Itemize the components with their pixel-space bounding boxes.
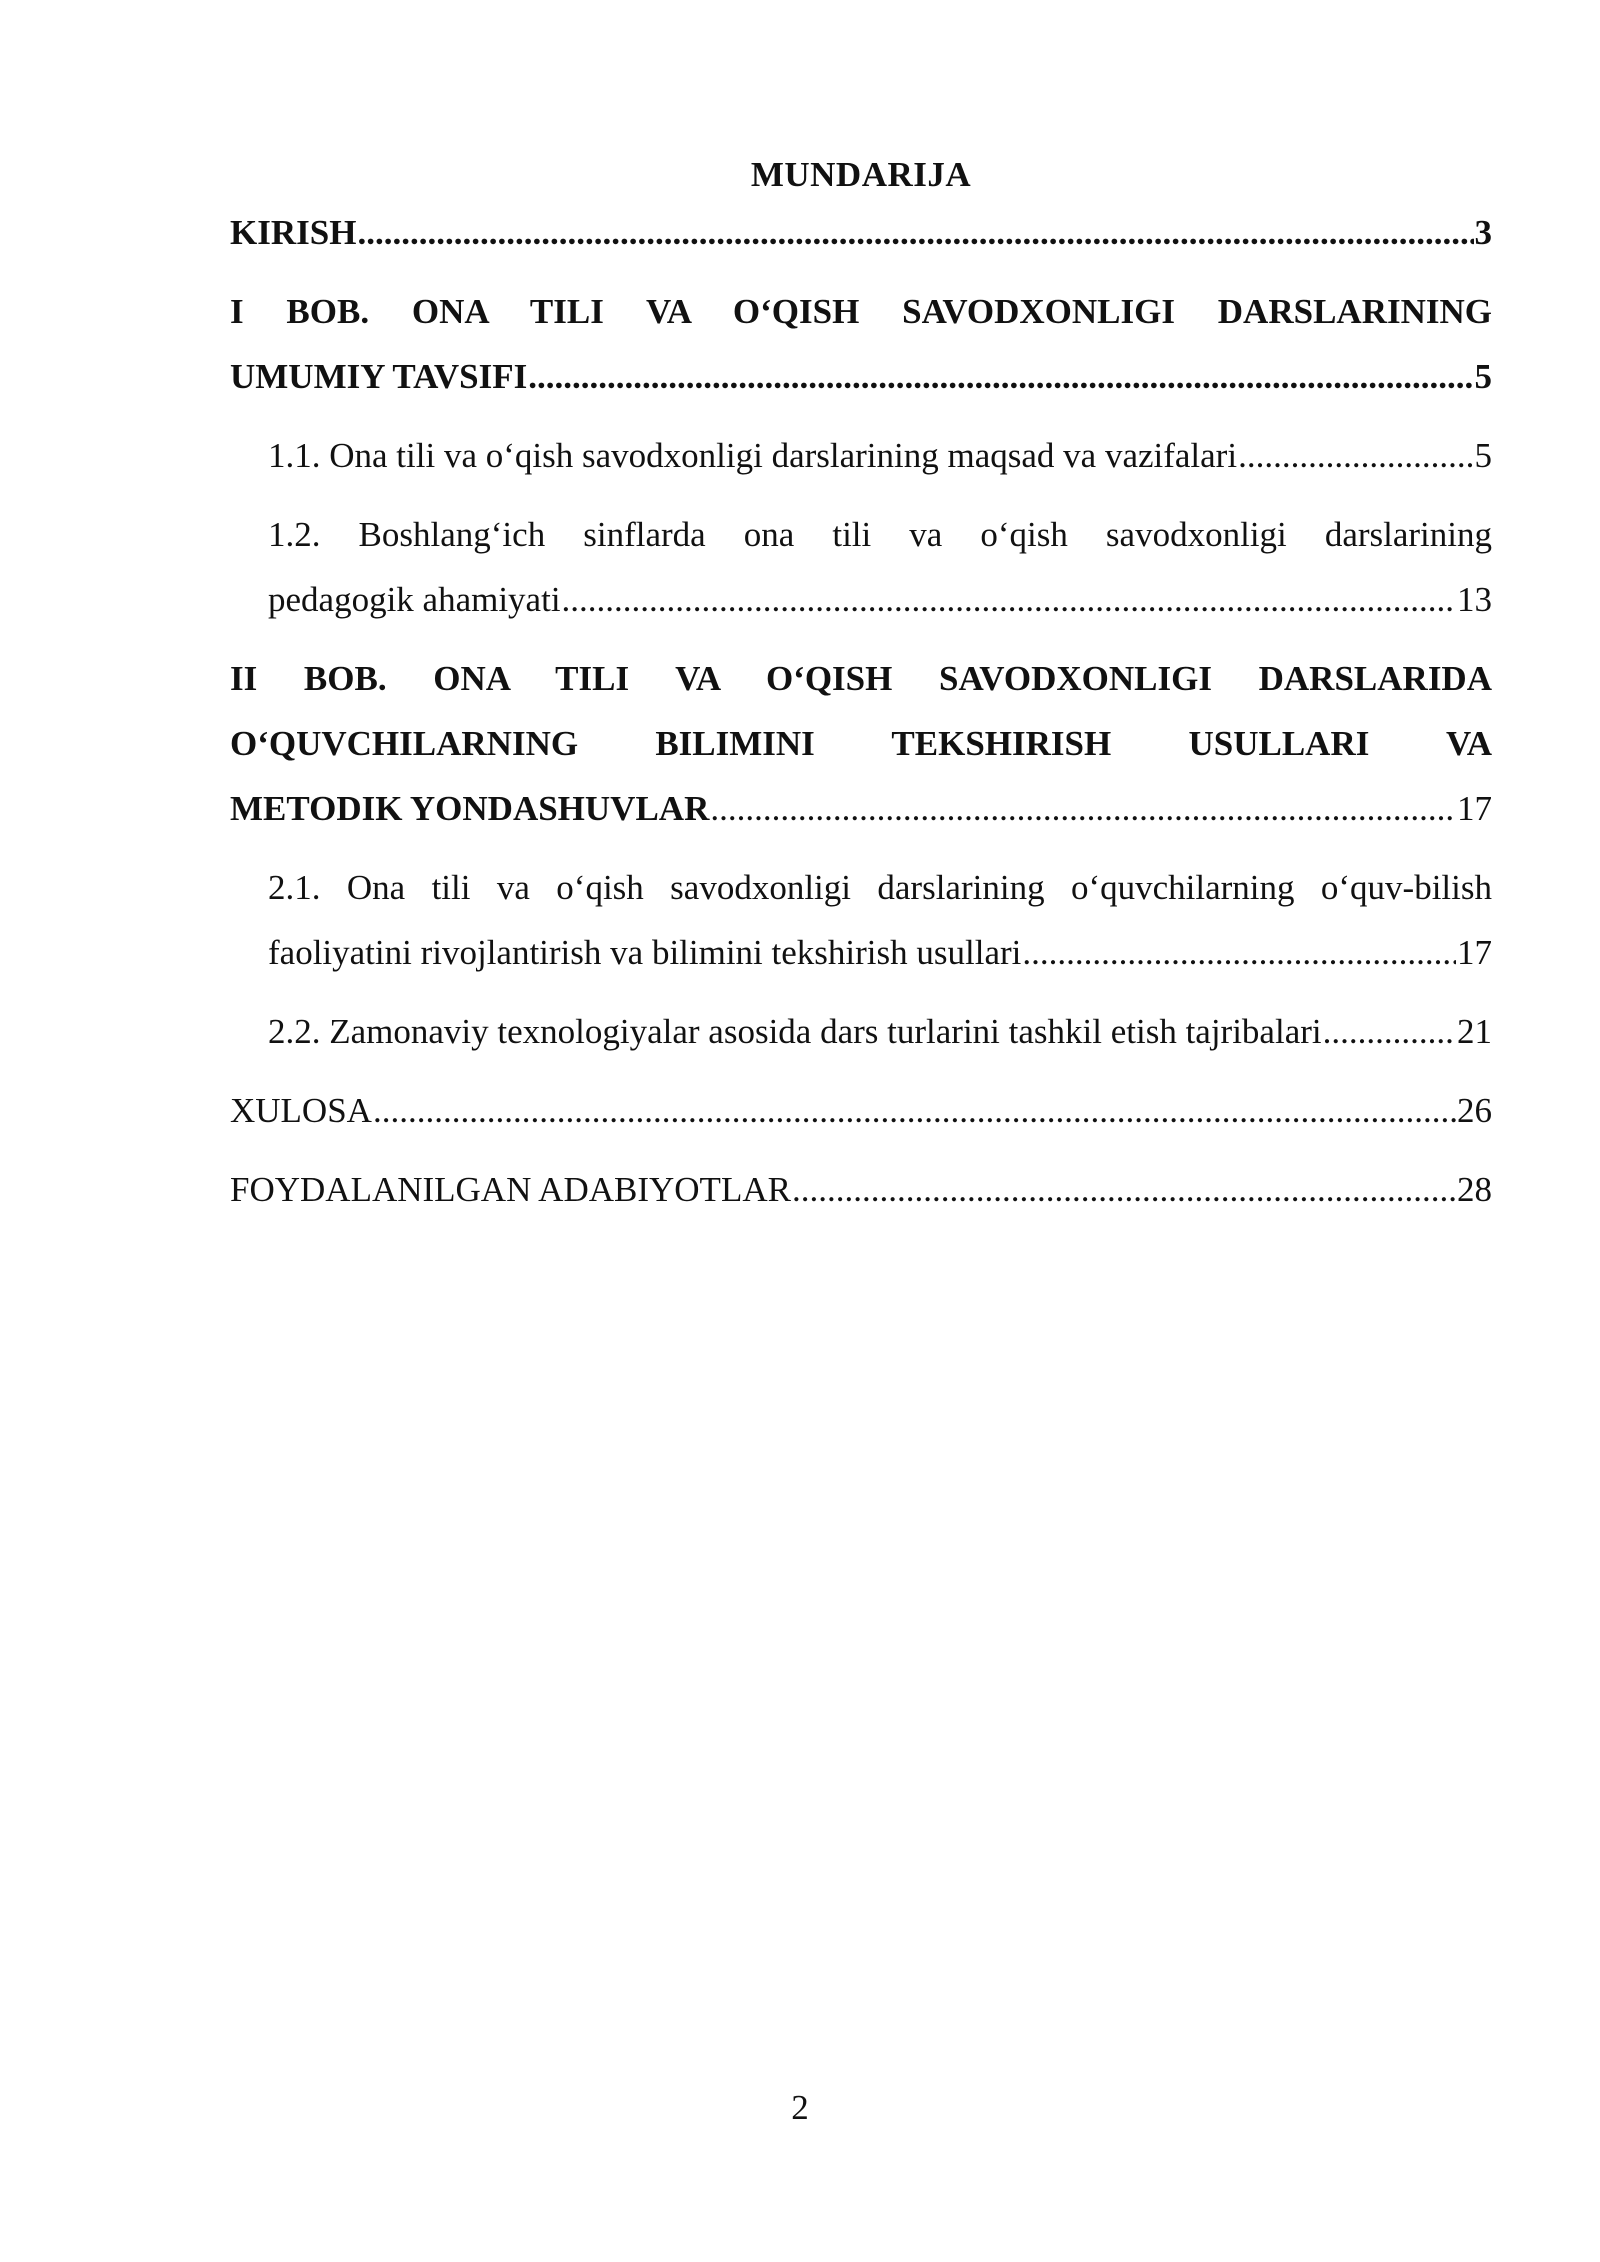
toc-entry-label: KIRISH [230,213,357,252]
toc-entry-section-2-1[interactable] [268,855,1492,985]
toc-entry-label-line: 1.2. Boshlang‘ich sinflarda ona tili va o‘qish savodxonligi darslarining [268,515,1492,554]
toc-entry-kirish[interactable] [230,200,1492,265]
toc-entry-label: XULOSA [230,1091,372,1130]
dot-leader [357,200,1473,265]
dot-leader [1323,999,1456,1064]
dot-leader [710,776,1456,841]
page-title: MUNDARIJA [750,155,972,194]
toc-entry-label-line: II BOB. ONA TILI VA O‘QISH SAVODXONLIGI DARSLARIDA [230,659,1492,698]
toc-entry-label-line: pedagogik ahamiyati [268,580,561,619]
toc-entry-label-line: UMUMIY TAVSIFI [230,357,528,396]
dot-leader [1238,423,1473,488]
page-number: 2 [791,2088,809,2127]
toc-page-number: 21 [1457,1012,1492,1051]
toc-entry-section-1-1[interactable] [268,423,1492,488]
dot-leader [1022,920,1456,985]
toc-entry-label: 1.1. Ona tili va o‘qish savodxonligi darslarining maqsad va vazifalari [268,436,1238,475]
toc-entry-chapter-1[interactable] [230,279,1492,409]
toc-page-number: 17 [1457,933,1492,972]
toc-page-number: 17 [1457,789,1492,828]
toc-page-number: 5 [1474,357,1492,396]
toc-entry-label: 2.2. Zamonaviy texnologiyalar asosida dars turlarini tashkil etish tajribalari [268,1012,1322,1051]
toc-entry-section-2-2[interactable] [268,999,1492,1064]
dot-leader [373,1078,1456,1143]
toc-entry-label-line: METODIK YONDASHUVLAR [230,789,710,828]
toc-entry-label: FOYDALANILGAN ADABIYOTLAR [230,1170,791,1209]
dot-leader [562,567,1456,632]
dot-leader [792,1157,1456,1222]
toc-page-number: 5 [1474,436,1492,475]
toc-entry-label-line: O‘QUVCHILARNING BILIMINI TEKSHIRISH USULLARI VA [230,724,1492,763]
toc-entry-label-line: I BOB. ONA TILI VA O‘QISH SAVODXONLIGI DARSLARINING [230,292,1492,331]
toc-entry-chapter-2[interactable] [230,646,1492,841]
toc-entry-xulosa[interactable] [230,1078,1492,1143]
toc-page-number: 28 [1457,1170,1492,1209]
toc-page-number: 3 [1474,213,1492,252]
toc-entry-bibliography[interactable] [230,1157,1492,1222]
dot-leader [528,344,1473,409]
toc-entry-label-line: faoliyatini rivojlantirish va bilimini tekshirish usullari [268,933,1022,972]
toc-entry-section-1-2[interactable] [268,502,1492,632]
table-of-contents [230,150,1492,1222]
toc-page-number: 26 [1457,1091,1492,1130]
toc-page-number: 13 [1457,580,1492,619]
toc-entry-label-line: 2.1. Ona tili va o‘qish savodxonligi darslarining o‘quvchilarning o‘quv-bilish [268,868,1492,907]
